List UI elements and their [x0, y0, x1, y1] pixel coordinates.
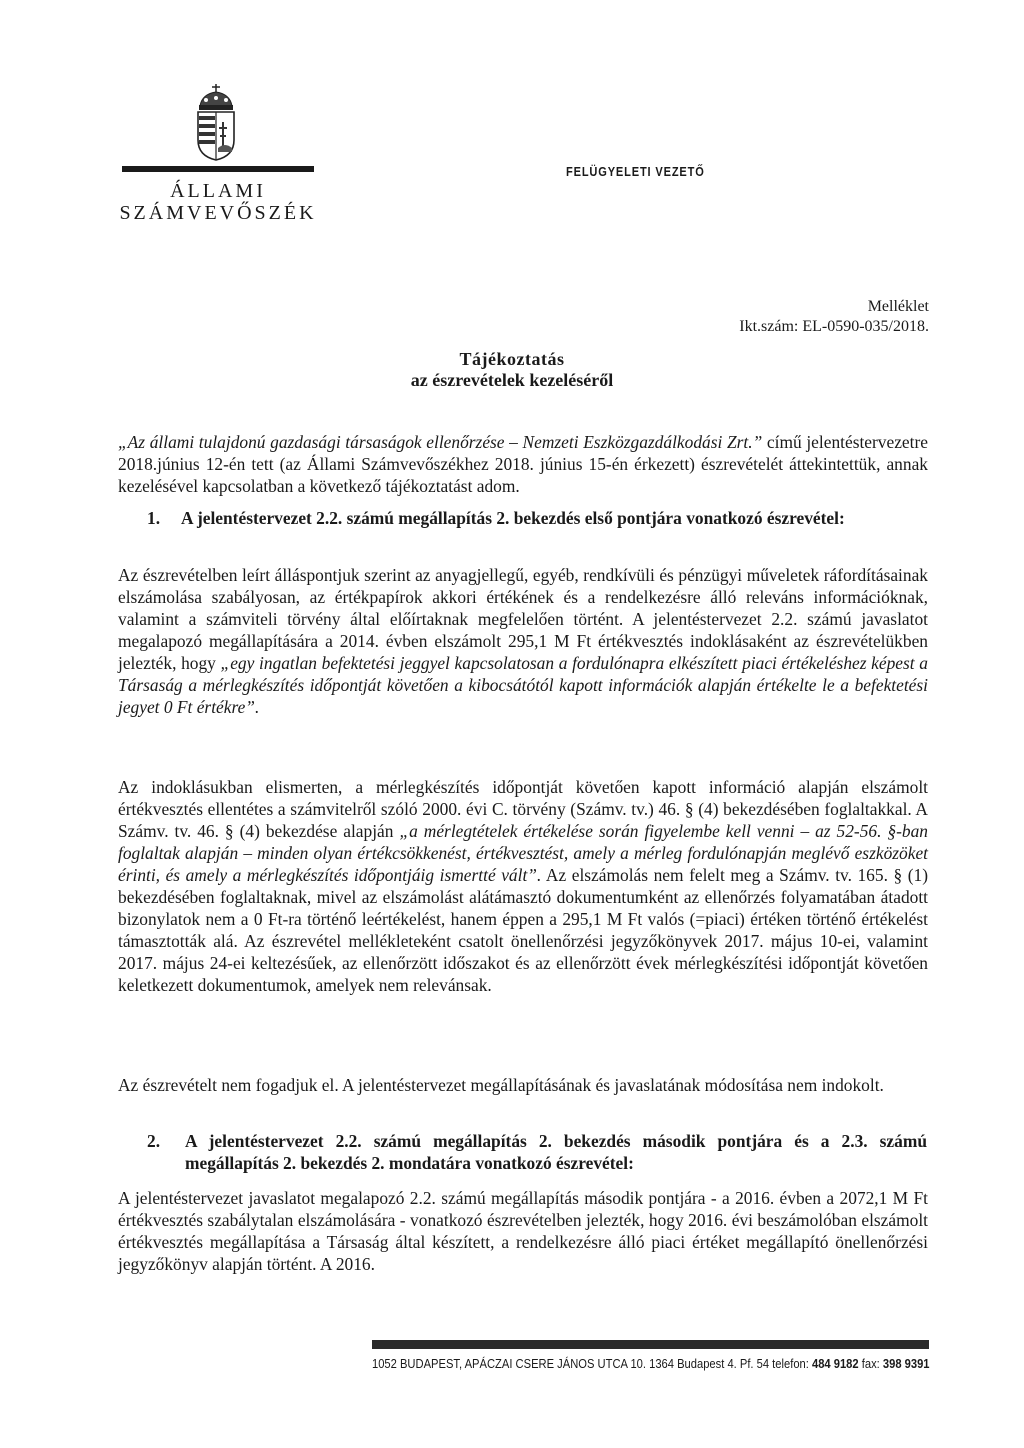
institution-name-line1: ÁLLAMI [170, 180, 266, 202]
institution-name-line2: SZÁMVEVŐSZÉK [119, 202, 317, 224]
sender-role: FELÜGYELETI VEZETŐ [566, 164, 705, 179]
section-2-paragraph-1: A jelentéstervezet javaslatot megalapozó 2.2. számú megállapítás második pontjára - a 2016. évben a 2072,1 M Ft értékvesztés szabálytalan elszámolására - vonatkozó észrevételben jelezték, hogy 2016. évi beszámolóban elszámolt értékvesztés megállapítása a Társaság által készített, a rendelkezésre álló piaci értéket megállapító önellenőrzési jegyzőkönyv alapján történt. A 2016. [118, 1188, 928, 1274]
registry-number: Ikt.szám: EL-0590-035/2018. [739, 318, 929, 335]
coat-of-arms-icon [190, 82, 242, 162]
section-2-heading [147, 1130, 927, 1174]
intro-paragraph [118, 431, 928, 497]
document-subtitle: az észrevételek kezeléséről [410, 370, 614, 390]
footer-fax: 398 9391 [882, 1356, 930, 1371]
section-1-heading [147, 507, 927, 529]
report-title-quote: „Az állami tulajdonú gazdasági társaságok ellenőrzése – Nemzeti Eszközgazdálkodási Zrt.” [118, 432, 763, 452]
footer-fax-label: fax: [861, 1356, 880, 1371]
section-1-paragraph-3: Az észrevételt nem fogadjuk el. A jelentéstervezet megállapításának és javaslatának módosítása nem indokolt. [118, 1075, 884, 1095]
section-1-p2-text-b: Az elszámolás nem felelt meg a Számv. tv. 165. § (1) bekezdésében foglaltaknak, mivel az elszámolást alátámasztó dokumentumként az ellenőrzés folyamatában átadott bizonylatok nem a 0 Ft-ra történő leértékelést, hanem éppen a 295,1 M Ft valós (=piaci) értéken történő értékelést támasztották alá. Az észrevétel mellékleteként csatolt önellenőrzési jegyzőkönyvek 2017. május 10-ei, valamint 2017. május 24-ei keltezésűek, az ellenőrzött időszakot és az ellenőrzött évek mérlegkészítési időpontját követően keletkezett dokumentumok, amelyek nem relevánsak. [118, 865, 928, 995]
annex-label: Melléklet [867, 298, 929, 315]
footer-contact [372, 1356, 930, 1371]
section-1-paragraph-2 [118, 776, 928, 996]
section-2-number: 2. [147, 1131, 161, 1151]
section-1-p1-text: Az észrevételben leírt álláspontjuk szerint az anyagjellegű, egyéb, rendkívüli és pénzügyi műveletek ráfordításainak elszámolása szabályosan, az értékpapírok akkori értékének és a rendelkezésre álló releváns információknak, valamint a számviteli törvény által előírtaknak megfelelően történt. A jelentéstervezet 2.2. számú javaslatot megalapozó megállapítására a 2014. évben elszámolt 295,1 M Ft értékvesztés indoklásaként az észrevételükben jelezték, hogy [118, 565, 928, 673]
section-1-p2-text-a: Az indoklásukban elismerten, a mérlegkészítés időpontját követően kapott információ alapján elszámolt értékvesztés ellentétes a számvitelről szóló 2000. évi C. törvény (Számv. tv.) 46. § (4) bekezdésében foglaltakkal. A Számv. tv. 46. § (4) bekezdése alapján [118, 777, 928, 841]
section-1-heading-text: A jelentéstervezet 2.2. számú megállapítás 2. bekezdés első pontjára vonatkozó észrevétel: [181, 508, 845, 528]
section-1-p1-quote: „egy ingatlan befektetési jeggyel kapcsolatosan a fordulónapra elkészített piaci értékeléshez képest a Társaság a mérlegkészítés időpontját követően a kibocsátótól kapott információk alapján értékelte le a befektetési jegyet 0 Ft értékre”. [118, 653, 928, 717]
footer-address: 1052 BUDAPEST, APÁCZAI CSERE JÁNOS UTCA 10. 1364 Budapest 4. Pf. 54 telefon: [372, 1356, 809, 1371]
document-title: Tájékoztatás [459, 349, 565, 369]
section-1-paragraph-1 [118, 564, 928, 718]
intro-text: című jelentéstervezetre 2018.június 12-én tett (az Állami Számvevőszékhez 2018. június 15-én érkezett) észrevételét áttekintettük, annak kezelésével kapcsolatban a következő tájékoztatást adom. [118, 432, 928, 496]
footer-rule [372, 1340, 929, 1349]
section-1-p2-quote: „a mérlegtételek értékelése során figyelembe kell venni – az 52-56. §-ban foglaltak alapján – minden olyan értékcsökkenést, értékvesztést, amely a mérleg fordulónapján meglévő eszközöket érinti, és amely a mérlegkészítés időpontjáig ismertté vált”. [118, 821, 928, 885]
header-rule [122, 166, 314, 172]
footer-phone: 484 9182 [811, 1356, 859, 1371]
section-2-heading-text: A jelentéstervezet 2.2. számú megállapítás 2. bekezdés második pontjára és a 2.3. számú megállapítás 2. bekezdés 2. mondatára vonatkozó észrevétel: [185, 1131, 927, 1173]
section-1-number: 1. [147, 508, 161, 528]
